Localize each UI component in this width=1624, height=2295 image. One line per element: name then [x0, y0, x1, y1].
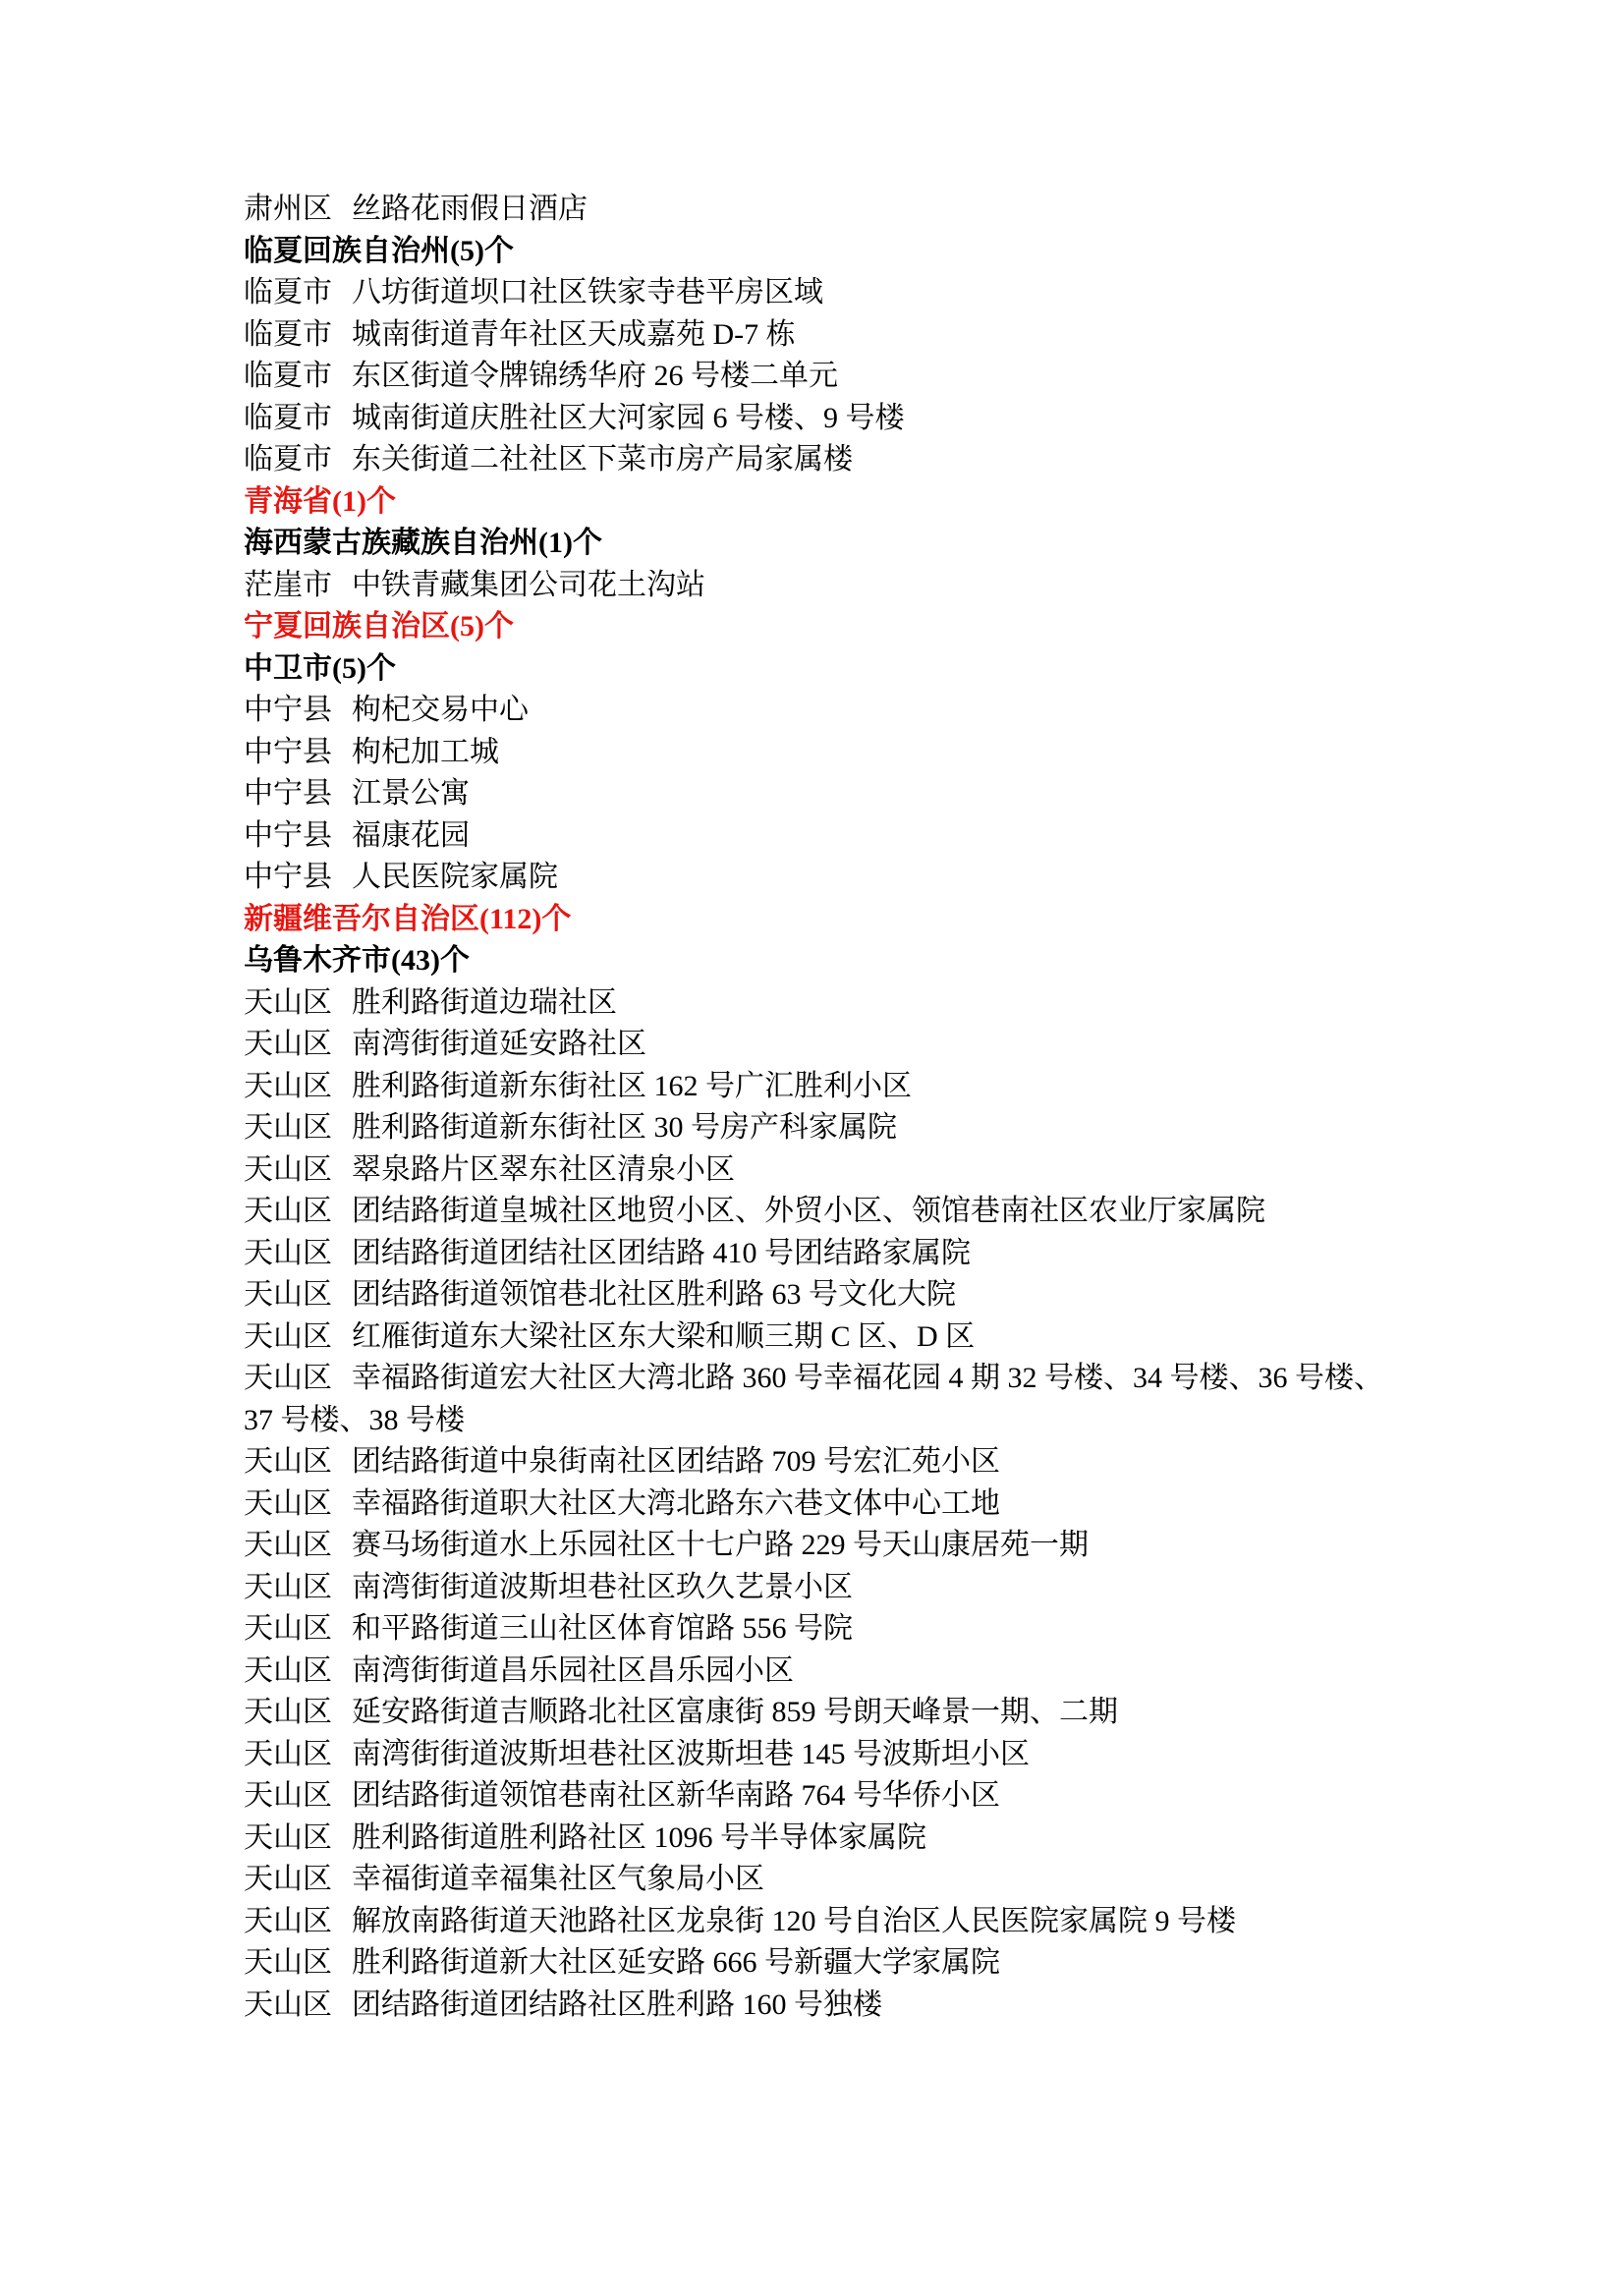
district-label: 临夏市: [244, 443, 332, 476]
location-text: 中卫市(5)个: [244, 651, 396, 685]
risk-area-list: [244, 189, 1405, 2026]
risk-area-entry: [244, 1608, 1405, 1651]
location-text: 幸福街道幸福集社区气象局小区: [352, 1863, 764, 1895]
district-label: 天山区: [244, 1737, 332, 1770]
risk-area-entry: [244, 1692, 1405, 1734]
city-heading: [244, 523, 1405, 565]
risk-area-entry: [244, 356, 1405, 398]
risk-area-entry: [244, 1233, 1405, 1275]
risk-area-entry: [244, 1191, 1405, 1233]
city-heading: [244, 231, 1405, 273]
location-text: 解放南路街道天池路社区龙泉街 120 号自治区人民医院家属院 9 号楼: [352, 1904, 1236, 1937]
location-text: 幸福路街道宏大社区大湾北路 360 号幸福花园 4 期 32 号楼、34 号楼、36 号楼、37 号楼、38 号楼: [244, 1362, 1383, 1436]
location-text: 红雁街道东大梁社区东大梁和顺三期 C 区、D 区: [352, 1319, 976, 1353]
location-text: 青海省(1)个: [244, 484, 396, 518]
risk-area-entry: [244, 1651, 1405, 1693]
location-text: 幸福路街道职大社区大湾北路东六巷文体中心工地: [352, 1486, 1000, 1520]
location-text: 城南街道庆胜社区大河家园 6 号楼、9 号楼: [352, 401, 905, 434]
district-label: 天山区: [244, 985, 332, 1019]
risk-area-entry: [244, 314, 1405, 357]
risk-area-entry: [244, 398, 1405, 440]
location-text: 团结路街道领馆巷北社区胜利路 63 号文化大院: [352, 1278, 956, 1311]
location-text: 东区街道令牌锦绣华府 26 号楼二单元: [352, 360, 838, 392]
district-label: 天山区: [244, 1820, 332, 1854]
location-text: 团结路街道领馆巷南社区新华南路 764 号华侨小区: [352, 1779, 1000, 1812]
district-label: 天山区: [244, 1529, 332, 1561]
district-label: 中宁县: [244, 777, 332, 810]
district-label: 天山区: [244, 1696, 332, 1728]
location-text: 海西蒙古族藏族自治州(1)个: [244, 527, 602, 559]
location-text: 胜利路街道边瑞社区: [352, 985, 617, 1019]
risk-area-entry: [244, 1818, 1405, 1860]
location-text: 江景公寓: [352, 777, 470, 810]
location-text: 人民医院家属院: [352, 861, 558, 893]
risk-area-entry: [244, 690, 1405, 732]
risk-area-entry: [244, 1985, 1405, 2027]
risk-area-entry: [244, 1901, 1405, 1943]
province-heading: [244, 481, 1405, 524]
risk-area-entry: [244, 1483, 1405, 1526]
location-text: 中铁青藏集团公司花土沟站: [352, 568, 705, 601]
district-label: 天山区: [244, 1653, 332, 1687]
location-text: 胜利路街道新大社区延安路 666 号新疆大学家属院: [352, 1946, 1000, 1979]
district-label: 中宁县: [244, 735, 332, 768]
district-label: 天山区: [244, 1152, 332, 1186]
district-label: 肃州区: [244, 193, 332, 225]
risk-area-entry: [244, 439, 1405, 481]
district-label: 中宁县: [244, 818, 332, 852]
risk-area-entry: [244, 982, 1405, 1025]
district-label: 临夏市: [244, 360, 332, 392]
risk-area-entry: [244, 1066, 1405, 1108]
location-text: 南湾街街道波斯坦巷社区玖久艺景小区: [352, 1570, 853, 1603]
district-label: 茫崖市: [244, 568, 332, 601]
city-heading: [244, 940, 1405, 982]
district-label: 天山区: [244, 1195, 332, 1227]
province-heading: [244, 606, 1405, 648]
risk-area-entry: [244, 1274, 1405, 1316]
risk-area-entry: [244, 1942, 1405, 1985]
location-text: 赛马场街道水上乐园社区十七户路 229 号天山康居苑一期: [352, 1529, 1089, 1561]
district-label: 天山区: [244, 1236, 332, 1269]
district-label: 天山区: [244, 1612, 332, 1645]
risk-area-entry: [244, 815, 1405, 858]
district-label: 天山区: [244, 1904, 332, 1937]
location-text: 胜利路街道新东街社区 30 号房产科家属院: [352, 1111, 897, 1144]
risk-area-entry: [244, 1441, 1405, 1483]
location-text: 宁夏回族自治区(5)个: [244, 610, 514, 643]
location-text: 南湾街街道延安路社区: [352, 1028, 646, 1060]
location-text: 胜利路街道胜利路社区 1096 号半导体家属院: [352, 1820, 926, 1854]
location-text: 翠泉路片区翠东社区清泉小区: [352, 1152, 735, 1186]
district-label: 临夏市: [244, 276, 332, 308]
location-text: 乌鲁木齐市(43)个: [244, 944, 470, 977]
district-label: 中宁县: [244, 694, 332, 726]
risk-area-entry: [244, 1107, 1405, 1149]
district-label: 天山区: [244, 1987, 332, 2021]
risk-area-entry: [244, 857, 1405, 899]
location-text: 新疆维吾尔自治区(112)个: [244, 902, 572, 935]
district-label: 天山区: [244, 1445, 332, 1478]
location-text: 团结路街道团结社区团结路 410 号团结路家属院: [352, 1236, 971, 1269]
district-label: 临夏市: [244, 401, 332, 434]
location-text: 团结路街道皇城社区地贸小区、外贸小区、领馆巷南社区农业厅家属院: [352, 1195, 1265, 1227]
location-text: 和平路街道三山社区体育馆路 556 号院: [352, 1612, 853, 1645]
location-text: 胜利路街道新东街社区 162 号广汇胜利小区: [352, 1069, 912, 1102]
location-text: 团结路街道中泉街南社区团结路 709 号宏汇苑小区: [352, 1445, 1000, 1478]
location-text: 临夏回族自治州(5)个: [244, 234, 514, 267]
risk-area-entry: [244, 1734, 1405, 1776]
location-text: 枸杞交易中心: [352, 694, 529, 726]
district-label: 天山区: [244, 1362, 332, 1394]
province-heading: [244, 899, 1405, 941]
location-text: 八坊街道坝口社区铁家寺巷平房区域: [352, 276, 823, 308]
district-label: 临夏市: [244, 317, 332, 351]
risk-area-entry: [244, 272, 1405, 314]
risk-area-entry: [244, 1525, 1405, 1567]
location-text: 城南街道青年社区天成嘉苑 D-7 栋: [352, 317, 796, 351]
risk-area-entry: [244, 1149, 1405, 1192]
city-heading: [244, 648, 1405, 691]
risk-area-entry: [244, 1567, 1405, 1609]
location-text: 枸杞加工城: [352, 735, 499, 768]
location-text: 延安路街道吉顺路北社区富康街 859 号朗天峰景一期、二期: [352, 1696, 1118, 1728]
location-text: 团结路街道团结路社区胜利路 160 号独楼: [352, 1987, 882, 2021]
district-label: 天山区: [244, 1069, 332, 1102]
risk-area-entry: [244, 1024, 1405, 1066]
district-label: 天山区: [244, 1779, 332, 1812]
risk-area-entry: [244, 1775, 1405, 1818]
district-label: 天山区: [244, 1946, 332, 1979]
district-label: 天山区: [244, 1111, 332, 1144]
district-label: 天山区: [244, 1319, 332, 1353]
risk-area-entry: [244, 1358, 1405, 1441]
risk-area-entry: [244, 1316, 1405, 1359]
risk-area-entry: [244, 773, 1405, 815]
district-label: 中宁县: [244, 861, 332, 893]
location-text: 福康花园: [352, 818, 470, 852]
district-label: 天山区: [244, 1570, 332, 1603]
district-label: 天山区: [244, 1028, 332, 1060]
district-label: 天山区: [244, 1486, 332, 1520]
risk-area-entry: [244, 732, 1405, 774]
risk-area-entry: [244, 189, 1405, 231]
risk-area-entry: [244, 1859, 1405, 1901]
location-text: 南湾街街道波斯坦巷社区波斯坦巷 145 号波斯坦小区: [352, 1737, 1030, 1770]
location-text: 东关街道二社社区下菜市房产局家属楼: [352, 443, 853, 476]
district-label: 天山区: [244, 1278, 332, 1311]
risk-area-entry: [244, 565, 1405, 607]
district-label: 天山区: [244, 1863, 332, 1895]
location-text: 丝路花雨假日酒店: [352, 193, 588, 225]
location-text: 南湾街街道昌乐园社区昌乐园小区: [352, 1653, 794, 1687]
